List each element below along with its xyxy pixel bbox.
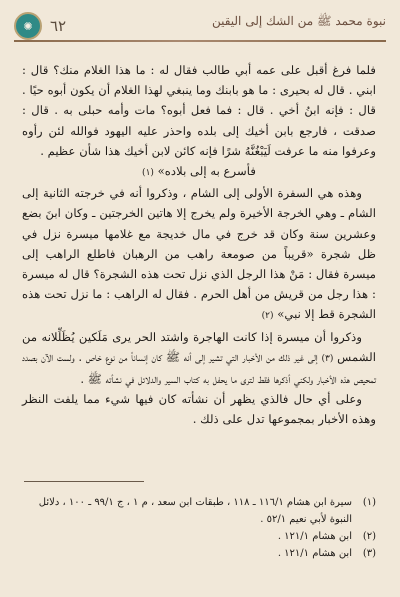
body-text — [22, 60, 376, 430]
page-number-box — [14, 13, 80, 39]
footnote-separator — [24, 481, 144, 482]
page-number: ٦٢ — [50, 17, 67, 35]
footnote-number: (٢) — [362, 531, 376, 542]
running-title: نبوة محمد ﷺ من الشك إلى اليقين — [211, 14, 386, 28]
footnote-number: (١) — [362, 497, 376, 508]
footnote-1 — [20, 494, 376, 528]
footnote-mark-2: (٢) — [261, 311, 274, 322]
footnote-2 — [20, 528, 376, 545]
paragraph-3-text: وهذه هي السفرة الأولى إلى الشام ، وذكروا أنه في خرجته الثانية إلى الشام ـ وهي الخرجة الأخيرة ولم يخرج إلا هاتين الخرجتين ـ وكان ابنَ بضع وعشرين سنة وكان قد خرج في مال خديجة مع غلامها ميسرة نزل في ظل شجرة «قريباً من صومعة راهب من الرهبان فاطلع الراهب إلى ميسرة فقال : مَنْ هذا الرجل الذي نزل تحت هذه الشجرة؟ قال له ميسرة : هذا رجل من قريش من أهل الحرم . فقال له الراهب : ما نزل تحت هذه الشجرة قط إلا نبي» — [22, 186, 376, 322]
paragraph-5: وعلى أي حال فالذي يظهر أن نشأته كان فيها شيء مما يلفت النظر وهذه الأخبار بمجموعها تدل على ذلك . — [22, 392, 376, 427]
footnote-mark-3: (٣) — [321, 353, 334, 364]
paragraph-2 — [22, 161, 376, 183]
ornament-icon: ✺ — [14, 12, 42, 40]
footnote-3 — [20, 545, 376, 562]
paragraph-1: فلما فرغ أقبل على عمه أبي طالب فقال له : ما هذا الغلام منك؟ قال : ابني . قال له بحيرى : ما هو بابنك وما ينبغي لهذا الغلام أن يكون أبوه حيًا . قال : فإنه ابنُ أخي . قال : فما فعل أبوه؟ مات وأمه حبلى به . قال : صدقت ، فارجع بابن أخيك إلى بلده واحذر عليه اليهود فوالله لئن رأوه وعرفوا منه ما عرفت لَيَبْغُنَّهُ شرًا فإنه كائن لابن أخيك هذا شأن عظيم . — [22, 63, 376, 158]
footnotes — [20, 494, 376, 562]
header-rule — [14, 40, 386, 42]
footnote-number: (٣) — [362, 548, 376, 559]
paragraph-4 — [22, 327, 376, 390]
paragraph-4-continuation: إلى غير ذلك من الأخبار التي تشير إلى أنه ﷺ كان إنساناً من نوع خاص . ولست الآن بصدد تمحيص هذه الأخبار ولكني أذكرها فقط لترى ما يحفل به كتاب السير والدلائل في نشأته ﷺ . — [22, 349, 376, 387]
paragraph-4-text: وذكروا أن ميسرة إذا كانت الهاجرة واشتد الحر يرى مَلَكين يُظَلِّلانه من الشمس — [22, 329, 376, 364]
page-header — [14, 12, 386, 42]
footnote-text: سيرة ابن هشام ١١٦/١ ـ ١١٨ ، طبقات ابن سعد ، م ١ ، ج ٩٩/١ ـ ١٠٠ ، دلائل النبوة لأبي نعيم ٥٢/١ . — [38, 497, 352, 525]
footnote-text: ابن هشام ١٢١/١ . — [277, 531, 352, 542]
paragraph-3 — [22, 183, 376, 326]
footnote-mark-1: (١) — [142, 168, 154, 179]
paragraph-2-text: فأسرع به إلى بلاده» — [157, 164, 256, 179]
footnote-text: ابن هشام ١٢١/١ . — [277, 548, 352, 559]
